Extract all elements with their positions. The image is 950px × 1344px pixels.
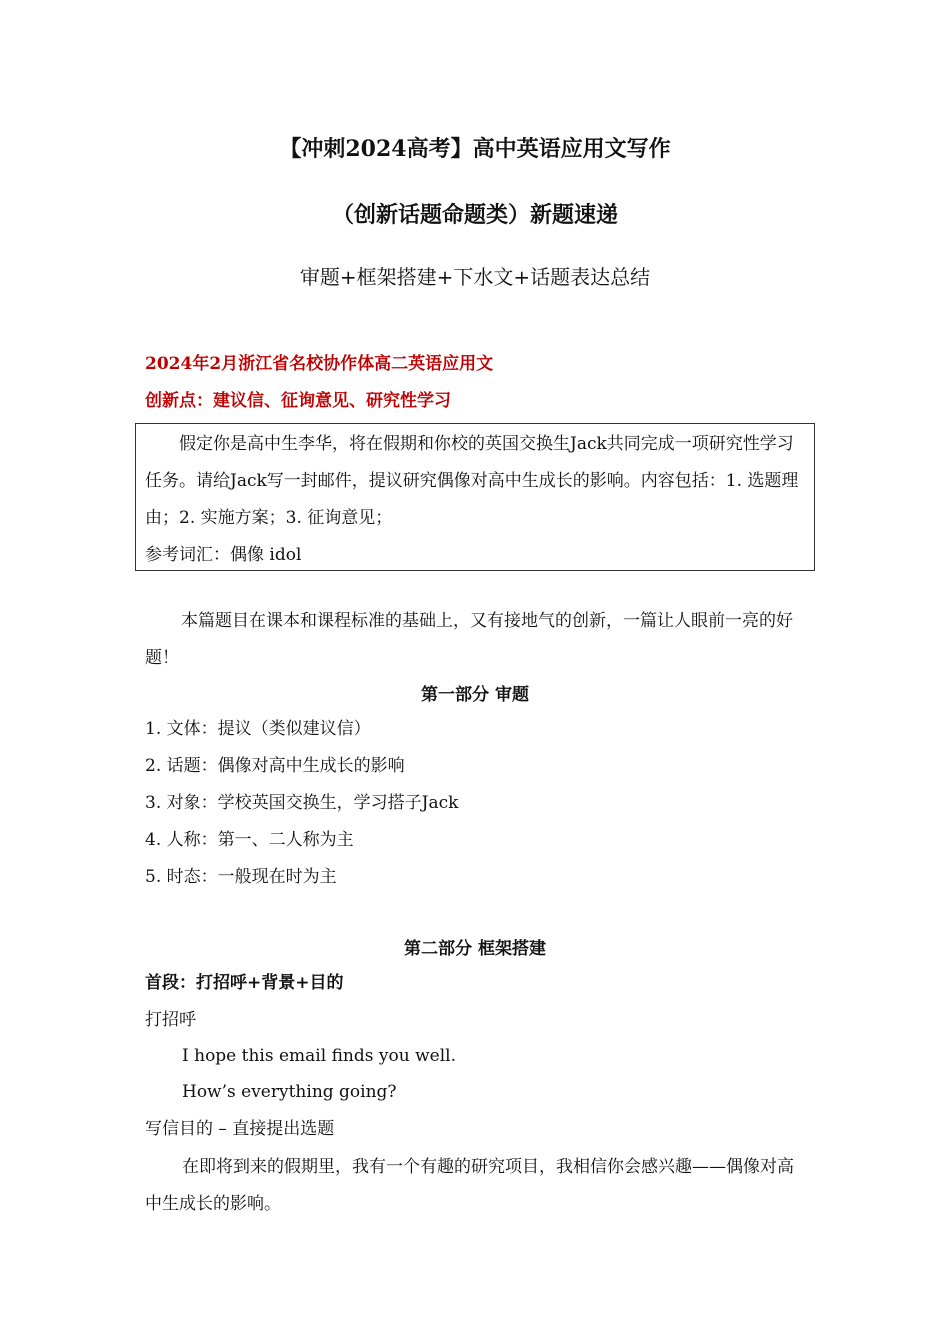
list-item: 3. 对象：学校英国交换生，学习搭子Jack: [145, 793, 459, 813]
list-item: 5. 时态：一般现在时为主: [145, 867, 337, 887]
greeting-label: 打招呼: [145, 1010, 196, 1030]
list-item: 1. 文体：提议（类似建议信）: [145, 719, 371, 739]
list-item: 4. 人称：第一、二人称为主: [145, 830, 354, 850]
task-prompt-box: [135, 423, 815, 571]
intro-paragraph: 本篇题目在课本和课程标准的基础上，又有接地气的创新，一篇让人眼前一亮的好题！: [145, 611, 793, 668]
task-prompt: 假定你是高中生李华，将在假期和你校的英国交换生Jack共同完成一项研究性学习任务。请给Jack写一封邮件，提议研究偶像对高中生成长的影响。内容包括：1. 选题理由；2. 实施方案；3. 征询意见；: [145, 434, 799, 528]
part1-heading: 第一部分 审题: [421, 685, 529, 705]
part2-heading: 第二部分 框架搭建: [404, 939, 546, 959]
purpose-label: 写信目的 – 直接提出选题: [145, 1119, 335, 1139]
greeting-sentence-1: I hope this email finds you well.: [182, 1046, 456, 1066]
first-paragraph-heading: 首段：打招呼+背景+目的: [145, 973, 344, 993]
subtitle: 审题+框架搭建+下水文+话题表达总结: [299, 265, 651, 289]
purpose-text: 在即将到来的假期里，我有一个有趣的研究项目，我相信你会感兴趣——偶像对高中生成长的影响。: [145, 1157, 794, 1214]
main-title-line2: （创新话题命题类）新题速递: [331, 202, 618, 228]
greeting-sentence-2: How’s everything going?: [182, 1082, 397, 1102]
main-title: 【冲刺2024高考】高中英语应用文写作: [279, 136, 671, 162]
innovation-points: 创新点：建议信、征询意见、研究性学习: [145, 391, 451, 411]
task-source: 2024年2月浙江省名校协作体高二英语应用文: [145, 354, 494, 374]
list-item: 2. 话题：偶像对高中生成长的影响: [145, 756, 405, 776]
reference-vocab: 参考词汇：偶像 idol: [145, 545, 302, 565]
analysis-list: [145, 711, 805, 896]
